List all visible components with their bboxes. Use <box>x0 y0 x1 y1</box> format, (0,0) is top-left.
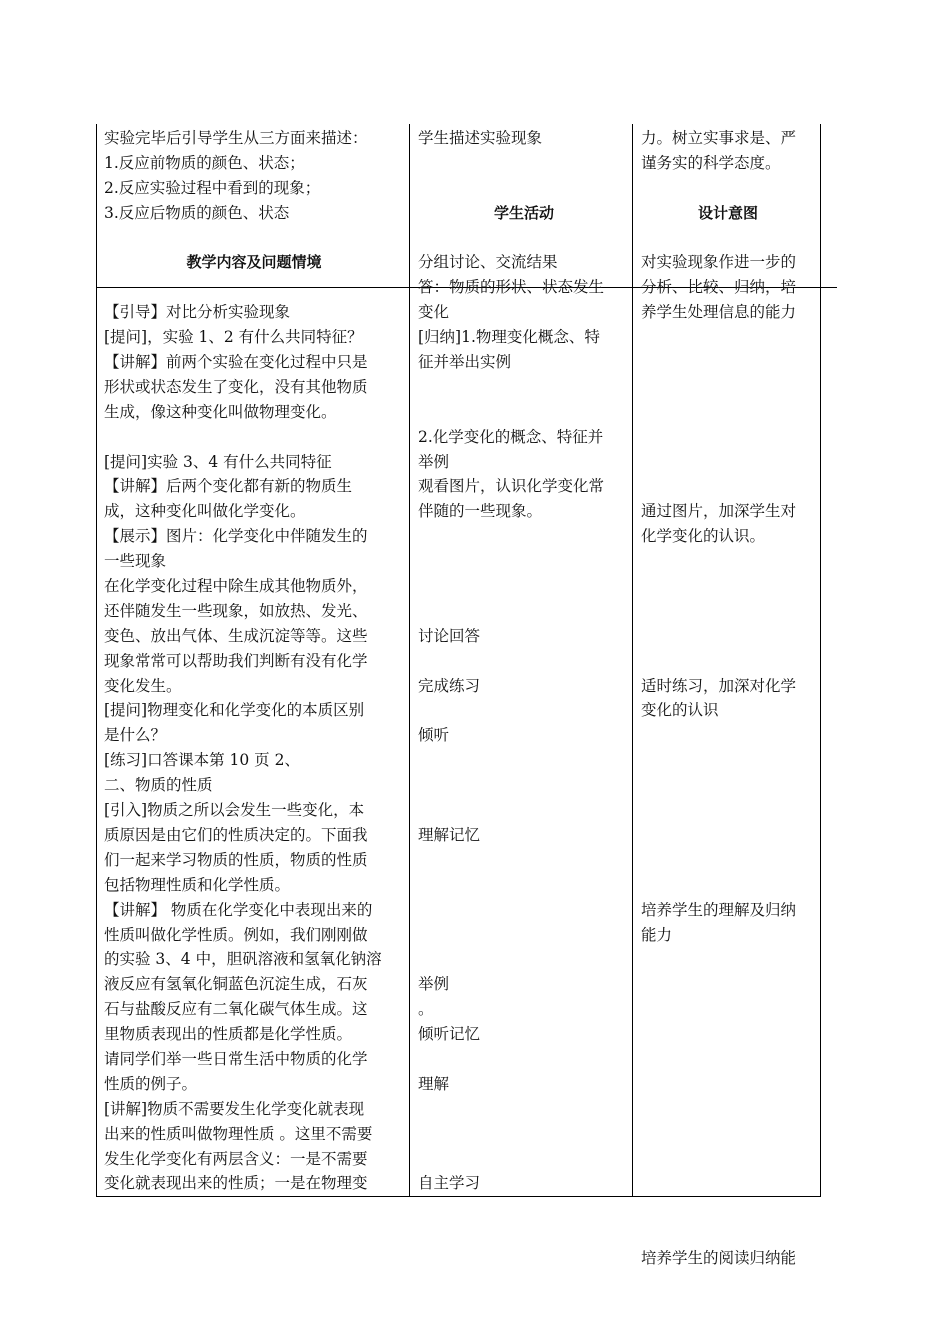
text-line: 生成，像这种变化叫做物理变化。 <box>104 402 337 421</box>
text-line: 理解 <box>418 1074 450 1093</box>
text-line: 力。树立实事求是、严 <box>641 129 797 147</box>
text-line: 自主学习 <box>418 1174 481 1193</box>
text-line: 举例 <box>418 452 450 471</box>
text-line: 。 <box>418 1000 434 1019</box>
text-line: 谨务实的科学态度。 <box>641 153 781 172</box>
text-line: 们一起来学习物质的性质，物质的性质 <box>104 850 368 869</box>
text-line: 倾听 <box>418 726 450 745</box>
text-line: 现象常常可以帮助我们判断有没有化学 <box>104 651 368 670</box>
text-line: 3.反应后物质的颜色、状态 <box>104 203 290 222</box>
text-line: 变化就表现出来的性质；一是在物理变 <box>104 1174 368 1193</box>
student-activity-column <box>418 126 630 1196</box>
design-intent-column <box>641 126 815 1271</box>
text-line: 里物质表现出的性质都是化学性质。 <box>104 1025 353 1044</box>
text-line: 【展示】图片：化学变化中伴随发生的 <box>104 527 368 546</box>
text-line: 伴随的一些现象。 <box>418 502 543 521</box>
text-line: [练习]口答课本第 10 页 2、 <box>104 751 300 770</box>
text-line: 能力 <box>641 925 673 944</box>
text-line: 出来的性质叫做物理性质 。这里不需要 <box>104 1124 373 1143</box>
text-line: 学生描述实验现象 <box>418 129 543 147</box>
text-line: [提问]物理变化和化学变化的本质区别 <box>104 701 365 720</box>
text-line: 2.反应实验过程中看到的现象； <box>104 178 321 197</box>
text-line: 2.化学变化的概念、特征并 <box>418 427 604 446</box>
text-line: 变化的认识 <box>641 701 719 720</box>
text-line: 讨论回答 <box>418 626 481 645</box>
text-line: 答：物质的形状、状态发生 <box>418 278 605 297</box>
text-line: 二、物质的性质 <box>104 776 213 795</box>
text-line: 在化学变化过程中除生成其他物质外， <box>104 577 368 596</box>
text-line: 倾听记忆 <box>418 1025 481 1044</box>
text-line: 【引导】对比分析实验现象 <box>104 303 291 322</box>
column-header-activity: 学生活动 <box>493 203 554 222</box>
text-line: 形状或状态发生了变化，没有其他物质 <box>104 377 368 396</box>
text-line: 请同学们举一些日常生活中物质的化学 <box>104 1049 368 1068</box>
text-line: 质原因是由它们的性质决定的。下面我 <box>104 825 368 844</box>
text-line: 发生化学变化有两层含义：一是不需要 <box>104 1149 368 1168</box>
text-line: 石与盐酸反应有二氧化碳气体生成。这 <box>104 1000 368 1019</box>
teaching-content-column <box>104 126 404 1196</box>
text-line: 适时练习，加深对化学 <box>641 676 797 695</box>
text-line: 变色、放出气体、生成沉淀等等。这些 <box>104 626 368 645</box>
text-line: 一些现象 <box>104 552 167 571</box>
text-line: [归纳]1.物理变化概念、特 <box>418 328 600 347</box>
text-line: 变化发生。 <box>104 676 182 695</box>
column-header-content: 教学内容及问题情境 <box>186 253 322 272</box>
column-divider <box>409 124 410 1196</box>
text-line: 培养学生的理解及归纳 <box>641 900 797 919</box>
text-line: 性质叫做化学性质。例如，我们刚刚做 <box>104 925 368 944</box>
text-line: 对实验现象作进一步的 <box>641 253 797 272</box>
text-line: [提问]实验 3、4 有什么共同特征 <box>104 452 332 471</box>
text-line: 举例 <box>418 975 450 994</box>
text-line: 成，这种变化叫做化学变化。 <box>104 502 306 521</box>
text-line: 分析、比较、归纳，培 <box>641 278 797 297</box>
text-line: 是什么？ <box>104 726 167 745</box>
text-line: 养学生处理信息的能力 <box>641 303 797 322</box>
text-line: 征并举出实例 <box>418 353 512 372</box>
text-line: 完成练习 <box>418 676 481 695</box>
text-line: 【讲解】 物质在化学变化中表现出来的 <box>104 900 373 919</box>
text-line: [引入]物质之所以会发生一些变化，本 <box>104 801 365 820</box>
text-line: 理解记忆 <box>418 825 481 844</box>
column-header-intent: 设计意图 <box>697 203 758 222</box>
text-line: 通过图片，加深学生对 <box>641 502 797 521</box>
text-line: 培养学生的阅读归纳能 <box>641 1249 797 1268</box>
text-line: 实验完毕后引导学生从三方面来描述： <box>104 129 368 147</box>
text-line: 【讲解】后两个变化都有新的物质生 <box>104 477 353 496</box>
text-line: 液反应有氢氧化铜蓝色沉淀生成，石灰 <box>104 975 368 994</box>
text-line: 包括物理性质和化学性质。 <box>104 875 291 894</box>
text-line: 性质的例子。 <box>104 1074 198 1093</box>
column-divider <box>632 124 633 1196</box>
text-line: [提问]，实验 1、2 有什么共同特征？ <box>104 328 363 347</box>
text-line: 【讲解】前两个实验在变化过程中只是 <box>104 353 368 372</box>
text-line: 的实验 3、4 中，胆矾溶液和氢氧化钠溶 <box>104 950 382 969</box>
text-line: 观看图片，认识化学变化常 <box>418 477 605 496</box>
text-line: 分组讨论、交流结果 <box>418 253 558 272</box>
text-line: 化学变化的认识。 <box>641 527 766 546</box>
text-line: 还伴随发生一些现象，如放热、发光、 <box>104 601 368 620</box>
text-line: 变化 <box>418 303 450 322</box>
text-line: 1.反应前物质的颜色、状态； <box>104 153 305 172</box>
text-line: [讲解]物质不需要发生化学变化就表现 <box>104 1099 365 1118</box>
